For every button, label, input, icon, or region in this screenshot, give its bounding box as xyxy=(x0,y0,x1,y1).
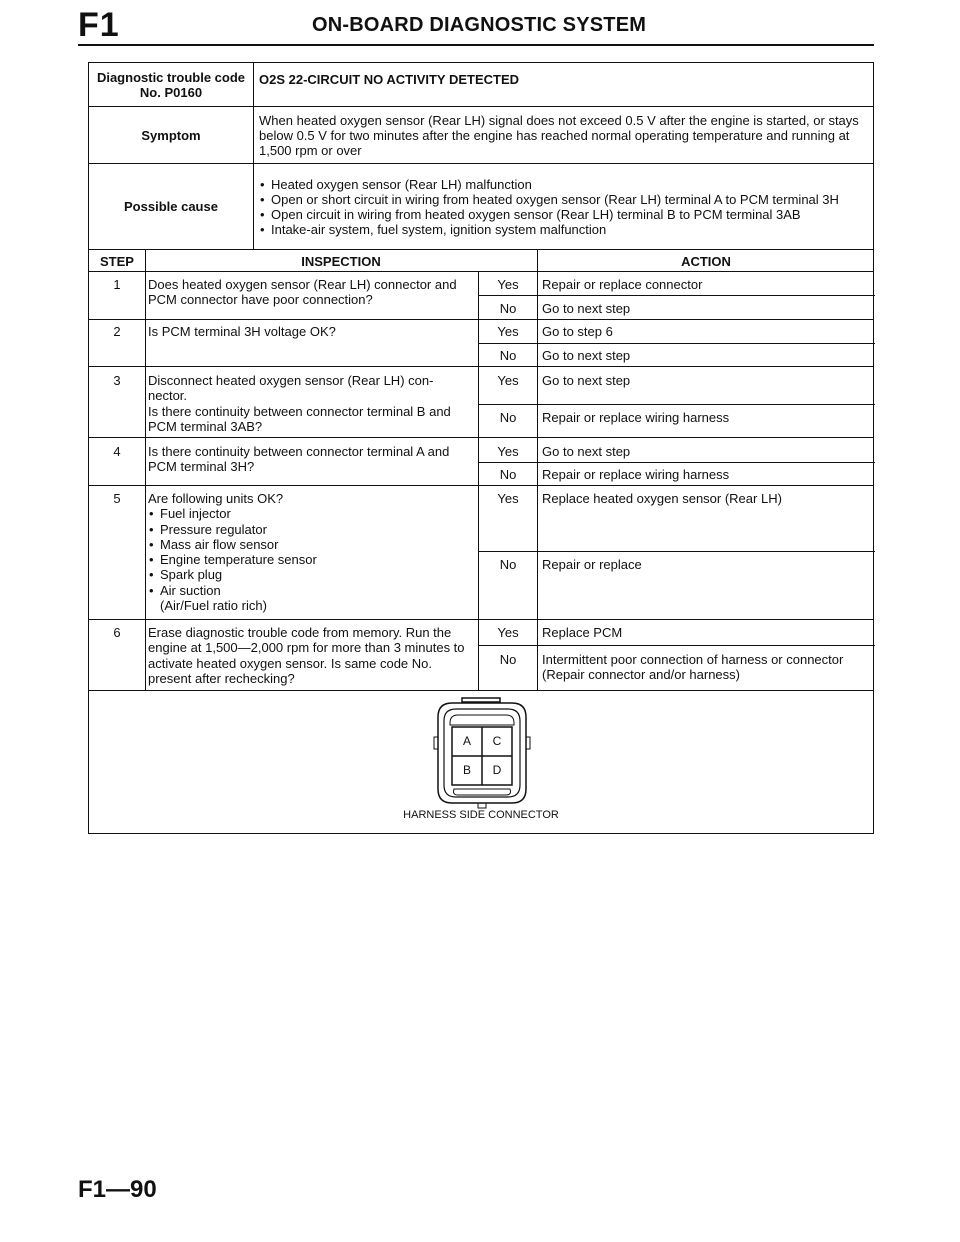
unit-item: • Spark plug xyxy=(148,567,476,582)
dtc-value: O2S 22-CIRCUIT NO ACTIVITY DETECTED xyxy=(259,72,520,87)
step-number: 2 xyxy=(113,324,121,339)
row-divider xyxy=(89,366,873,367)
unit-item: • Mass air flow sensor xyxy=(148,537,476,552)
harness-connector-icon xyxy=(432,697,532,809)
step-inspection: Is PCM terminal 3H voltage OK? xyxy=(148,324,336,339)
col-line-step xyxy=(145,250,146,691)
yes-label: Yes xyxy=(497,444,519,459)
step-inspection: Is there continuity between connector terminal A and PCM terminal 3H? xyxy=(148,444,450,475)
step-action: Replace heated oxygen sensor (Rear LH) xyxy=(542,491,782,506)
pin-label-d: D xyxy=(492,763,502,777)
yn-divider xyxy=(478,462,875,463)
step-number: 1 xyxy=(113,277,121,292)
yes-label: Yes xyxy=(497,324,519,339)
step-action: Go to next step xyxy=(542,348,631,363)
pin-label-a: A xyxy=(462,734,471,748)
step-action: Intermittent poor connection of harness or connector (Repair connector and/or harness) xyxy=(542,652,844,683)
no-label: No xyxy=(499,348,517,363)
row-divider xyxy=(89,619,873,620)
yn-divider xyxy=(478,551,875,552)
header-rule-line xyxy=(89,271,873,272)
unit-note: (Air/Fuel ratio rich) xyxy=(160,598,267,614)
step-action: Replace PCM xyxy=(542,625,623,640)
no-label: No xyxy=(499,652,517,667)
step-action: Repair or replace connector xyxy=(542,277,703,292)
step-action: Repair or replace wiring harness xyxy=(542,410,730,425)
step-action: Go to next step xyxy=(542,301,631,316)
cause-list xyxy=(259,164,867,249)
dtc-row xyxy=(89,63,873,107)
step-action: Repair or replace wiring harness xyxy=(542,467,730,482)
step-action: Go to next step xyxy=(542,373,631,388)
cause-item: • Intake-air system, fuel system, ignition system malfunction xyxy=(259,222,867,237)
symptom-row xyxy=(89,107,873,164)
page-title: ON-BOARD DIAGNOSTIC SYSTEM xyxy=(312,14,647,36)
no-label: No xyxy=(499,557,517,572)
pin-label-b: B xyxy=(462,763,471,777)
yn-divider xyxy=(478,295,875,296)
step-header: STEP xyxy=(100,254,134,269)
connector-diagram xyxy=(89,691,873,833)
yes-label: Yes xyxy=(497,373,519,388)
symptom-value: When heated oxygen sensor (Rear LH) signal does not exceed 0.5 V after the engine is started, or stays below 0.5 V for two minutes after the engine has reached normal operating temperature and running at 1,500 rpm or over xyxy=(259,112,859,158)
action-header: ACTION xyxy=(681,254,731,269)
yes-label: Yes xyxy=(497,277,519,292)
step-action: Repair or replace xyxy=(542,557,642,572)
unit-item: • Engine temperature sensor xyxy=(148,552,476,567)
yn-divider xyxy=(478,645,875,646)
col-line-inspection xyxy=(478,271,479,691)
unit-item: • Air suction xyxy=(148,583,476,598)
unit-item: • Pressure regulator xyxy=(148,522,476,537)
step-number: 5 xyxy=(113,491,121,506)
symptom-label: Symptom xyxy=(89,107,254,163)
inspection-line: Are following units OK? xyxy=(148,491,284,506)
step-action: Go to next step xyxy=(542,444,631,459)
row-divider xyxy=(89,485,873,486)
cause-row xyxy=(89,164,873,250)
cause-label: Possible cause xyxy=(89,164,254,249)
no-label: No xyxy=(499,467,517,482)
cause-item: • Heated oxygen sensor (Rear LH) malfunction xyxy=(259,177,867,192)
inspection-line: Disconnect heated oxygen sensor (Rear LH) con- nector. xyxy=(148,373,434,404)
inspection-line: Is there continuity between connector terminal B and PCM terminal 3AB? xyxy=(148,403,451,434)
pin-label-c: C xyxy=(492,734,502,748)
step-inspection xyxy=(148,373,476,434)
unit-item: • Fuel injector xyxy=(148,506,476,521)
col-line-yn xyxy=(537,250,538,691)
step-number: 6 xyxy=(113,625,121,640)
inspection-header: INSPECTION xyxy=(301,254,381,269)
step-action: Go to step 6 xyxy=(542,324,613,339)
section-code: F1 xyxy=(78,6,120,44)
yes-label: Yes xyxy=(497,625,519,640)
no-label: No xyxy=(499,301,517,316)
yn-divider xyxy=(478,404,875,405)
yn-divider xyxy=(478,343,875,344)
cause-item: • Open circuit in wiring from heated oxygen sensor (Rear LH) terminal B to PCM terminal 3AB xyxy=(259,207,867,222)
yes-label: Yes xyxy=(497,491,519,506)
step-number: 3 xyxy=(113,373,121,388)
page-number: F1—90 xyxy=(78,1176,157,1203)
no-label: No xyxy=(499,410,517,425)
step-inspection: Erase diagnostic trouble code from memory. Run the engine at 1,500—2,000 rpm for more than 3 minutes to activate heated oxygen sensor. Is same code No. present after rechecking? xyxy=(148,625,465,686)
cause-item: • Open or short circuit in wiring from heated oxygen sensor (Rear LH) terminal A to PCM terminal 3H xyxy=(259,192,867,207)
diagnostic-frame xyxy=(88,62,874,834)
row-divider xyxy=(89,437,873,438)
step-inspection xyxy=(148,491,476,613)
row-divider xyxy=(89,319,873,320)
header-rule xyxy=(78,44,874,46)
step-inspection: Does heated oxygen sensor (Rear LH) connector and PCM connector have poor connection? xyxy=(148,277,457,308)
connector-caption: HARNESS SIDE CONNECTOR xyxy=(403,809,559,821)
step-number: 4 xyxy=(113,444,121,459)
page-header xyxy=(78,6,874,46)
dtc-label: Diagnostic trouble code No. P0160 xyxy=(89,63,254,106)
